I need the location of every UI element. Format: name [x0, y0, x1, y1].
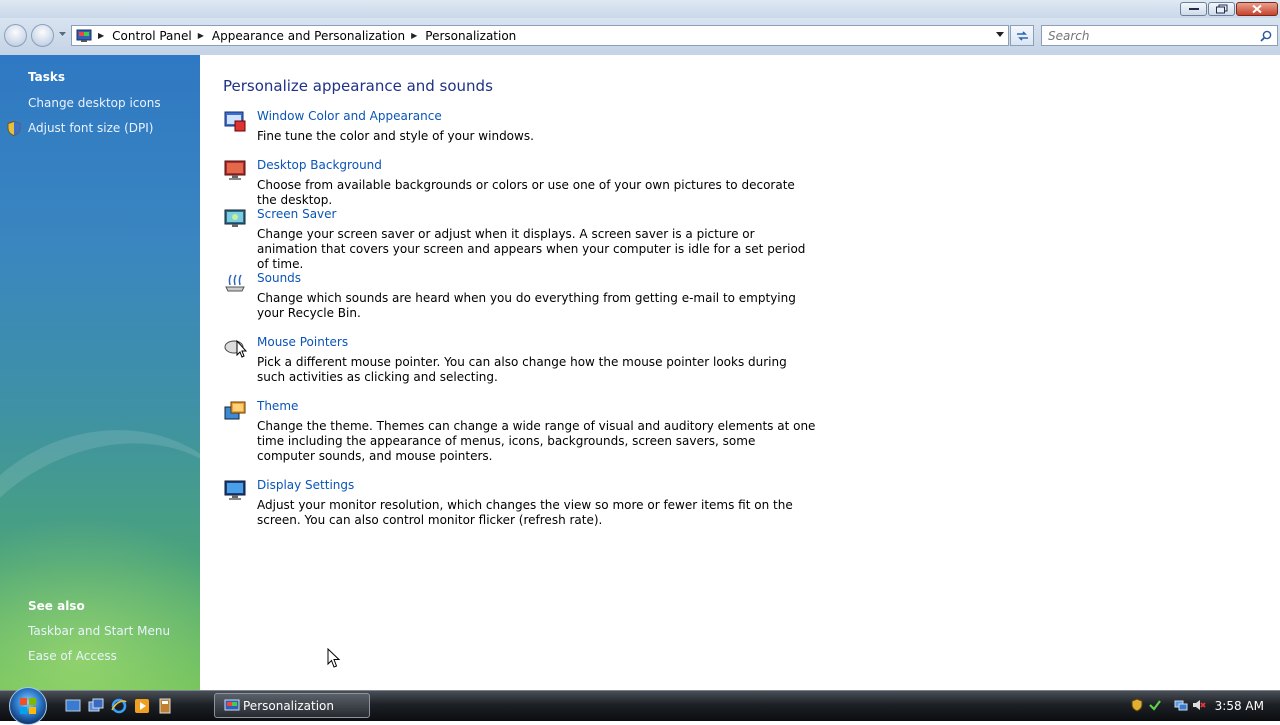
breadcrumb-separator-icon[interactable]: ▶	[411, 31, 418, 40]
desktop-background-icon	[223, 158, 247, 182]
window-controls	[1180, 2, 1278, 16]
restore-icon	[1216, 5, 1228, 14]
sidebar-decoration	[0, 376, 200, 690]
close-button[interactable]	[1236, 2, 1278, 16]
display-settings-link[interactable]: Display Settings	[257, 478, 355, 492]
switch-windows-icon[interactable]	[88, 698, 104, 714]
main-content	[200, 55, 1280, 690]
clock[interactable]: 3:58 AM	[1214, 699, 1264, 713]
desktop-background-link[interactable]: Desktop Background	[257, 158, 382, 172]
breadcrumb-separator-icon[interactable]: ▶	[98, 31, 105, 40]
control-panel-icon	[76, 29, 92, 43]
search-input[interactable]	[1046, 28, 1250, 44]
breadcrumb-separator-icon[interactable]: ▶	[197, 31, 204, 40]
uac-shield-icon	[7, 121, 21, 136]
mouse-pointers-link[interactable]: Mouse Pointers	[257, 335, 349, 349]
sounds-link[interactable]: Sounds	[257, 271, 302, 285]
refresh-button[interactable]	[1010, 25, 1034, 46]
minimize-button[interactable]	[1180, 2, 1207, 16]
theme-icon	[223, 399, 247, 423]
start-button[interactable]	[9, 687, 47, 725]
internet-explorer-icon[interactable]	[111, 698, 127, 714]
theme-link[interactable]: Theme	[257, 399, 299, 413]
security-shield-icon[interactable]	[1130, 698, 1144, 712]
search-box[interactable]	[1041, 25, 1278, 46]
screen-saver-link[interactable]: Screen Saver	[257, 207, 337, 221]
back-button[interactable]	[4, 24, 27, 47]
refresh-icon	[1016, 30, 1029, 42]
taskbar	[0, 690, 1280, 721]
windows-logo-icon	[10, 688, 46, 724]
address-bar[interactable]	[71, 25, 1009, 46]
item-description: Pick a different mouse pointer. You can also change how the mouse pointer looks during such activities as clicking and selecting.	[257, 355, 787, 384]
ease-of-access-link[interactable]: Ease of Access	[28, 649, 117, 663]
breadcrumb-personalization[interactable]: Personalization	[425, 28, 517, 43]
mouse-cursor-icon	[327, 648, 341, 669]
item-description: Change your screen saver or adjust when it displays. A screen saver is a picture or animation that covers your screen and appears when your computer is idle for a set period of time.	[257, 227, 806, 271]
breadcrumb-control-panel[interactable]: Control Panel	[112, 28, 192, 43]
task-label: Personalization	[243, 699, 334, 713]
item-description: Choose from available backgrounds or colors or use one of your own pictures to decorate the desktop.	[257, 178, 795, 207]
title-bar	[0, 0, 1280, 18]
close-icon	[1252, 5, 1262, 14]
item-description: Fine tune the color and style of your windows.	[257, 129, 534, 143]
volume-muted-icon[interactable]	[1192, 698, 1206, 712]
display-icon	[223, 478, 247, 502]
forward-button[interactable]	[31, 24, 54, 47]
show-desktop-icon[interactable]	[65, 698, 81, 714]
taskbar-start-menu-link[interactable]: Taskbar and Start Menu	[28, 624, 171, 638]
breadcrumb-appearance[interactable]: Appearance and Personalization	[211, 28, 406, 43]
search-icon[interactable]	[1260, 30, 1272, 42]
task-pane	[0, 55, 200, 690]
see-also-heading: See also	[28, 599, 85, 613]
network-icon[interactable]	[1174, 698, 1188, 712]
tasks-heading: Tasks	[28, 70, 66, 84]
item-description: Adjust your monitor resolution, which changes the view so more or fewer items fit on the screen. You can also control monitor flicker (refresh rate).	[257, 498, 793, 527]
adjust-font-size-link[interactable]: Adjust font size (DPI)	[28, 121, 154, 135]
taskbar-window-personalization[interactable]	[214, 693, 370, 718]
recent-pages-dropdown-icon[interactable]	[59, 32, 66, 37]
window-color-link[interactable]: Window Color and Appearance	[257, 109, 442, 123]
system-tray	[1124, 691, 1280, 721]
sounds-icon	[223, 271, 247, 295]
navigation-bar	[0, 18, 1280, 56]
window-color-icon	[223, 109, 247, 133]
windows-update-icon[interactable]	[1148, 698, 1162, 712]
control-panel-icon	[224, 699, 240, 713]
item-description: Change which sounds are heard when you do everything from getting e-mail to emptying your Recycle Bin.	[257, 291, 796, 320]
minimize-icon	[1189, 7, 1199, 11]
restore-button[interactable]	[1208, 2, 1235, 16]
item-description: Change the theme. Themes can change a wide range of visual and auditory elements at one time including the appearance of menus, icons, backgrounds, screen savers, some computer sounds, and mouse pointers.	[257, 419, 816, 463]
media-center-icon[interactable]	[157, 698, 173, 714]
media-player-icon[interactable]	[134, 698, 150, 714]
mouse-icon	[223, 335, 247, 359]
address-dropdown-icon[interactable]	[996, 32, 1004, 37]
page-title: Personalize appearance and sounds	[223, 77, 493, 95]
screen-saver-icon	[223, 207, 247, 231]
change-desktop-icons-link[interactable]: Change desktop icons	[28, 96, 161, 110]
